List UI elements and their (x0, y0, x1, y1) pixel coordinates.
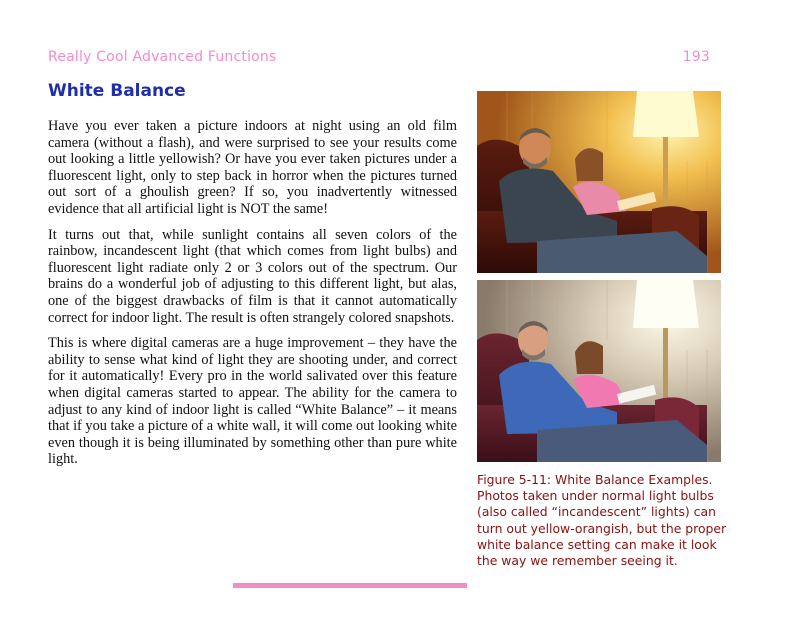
body-text (48, 118, 457, 477)
figure-label: Figure 5-11: (477, 472, 552, 487)
photo-white-balanced (477, 280, 721, 462)
figure-caption (477, 472, 727, 569)
paragraph: Have you ever taken a picture indoors at night using an old film camera (without a flash), and were surprised to see your results come out looking a little yellowish? Or have you ever taken pictures under a fluorescent light, only to step back in horror when the pictures turned out sort of a ghoulish green? If so, you inadvertently witnessed evidence that all artificial light is NOT the same! (48, 118, 457, 217)
paragraph: It turns out that, while sunlight contains all seven colors of the rainbow, incandescent light (that which comes from light bulbs) and fluorescent light radiate only 2 or 3 colors out of the spectrum. Our brains do a wonderful job of adjusting to this different light, but alas, one of the biggest drawbacks of film is that it cannot automatically correct for indoor light. The result is often strangely colored snapshots. (48, 226, 457, 326)
chapter-title: Really Cool Advanced Functions (48, 49, 277, 65)
section-title: White Balance (48, 81, 186, 101)
paragraph: This is where digital cameras are a huge improvement – they have the ability to sense what kind of light they are shooting under, and correct for it automatically! Every pro in the world salivated over this feature when digital cameras started to appear. The ability for the camera to adjust to any kind of indoor light is called “White Balance” – it means that if you take a picture of a white wall, it will come out looking white even though it is being illuminated by something other than pure white light. (48, 335, 457, 468)
running-header (48, 49, 710, 65)
page-number: 193 (682, 49, 710, 65)
figure-caption-text: White Balance Examples. Photos taken under normal light bulbs (also called “incandescent” lights) can turn out yellow-orangish, but the proper white balance setting can make it look the way we remember seeing it. (477, 472, 727, 569)
photo-incandescent (477, 91, 721, 273)
footer-rule (233, 583, 467, 588)
